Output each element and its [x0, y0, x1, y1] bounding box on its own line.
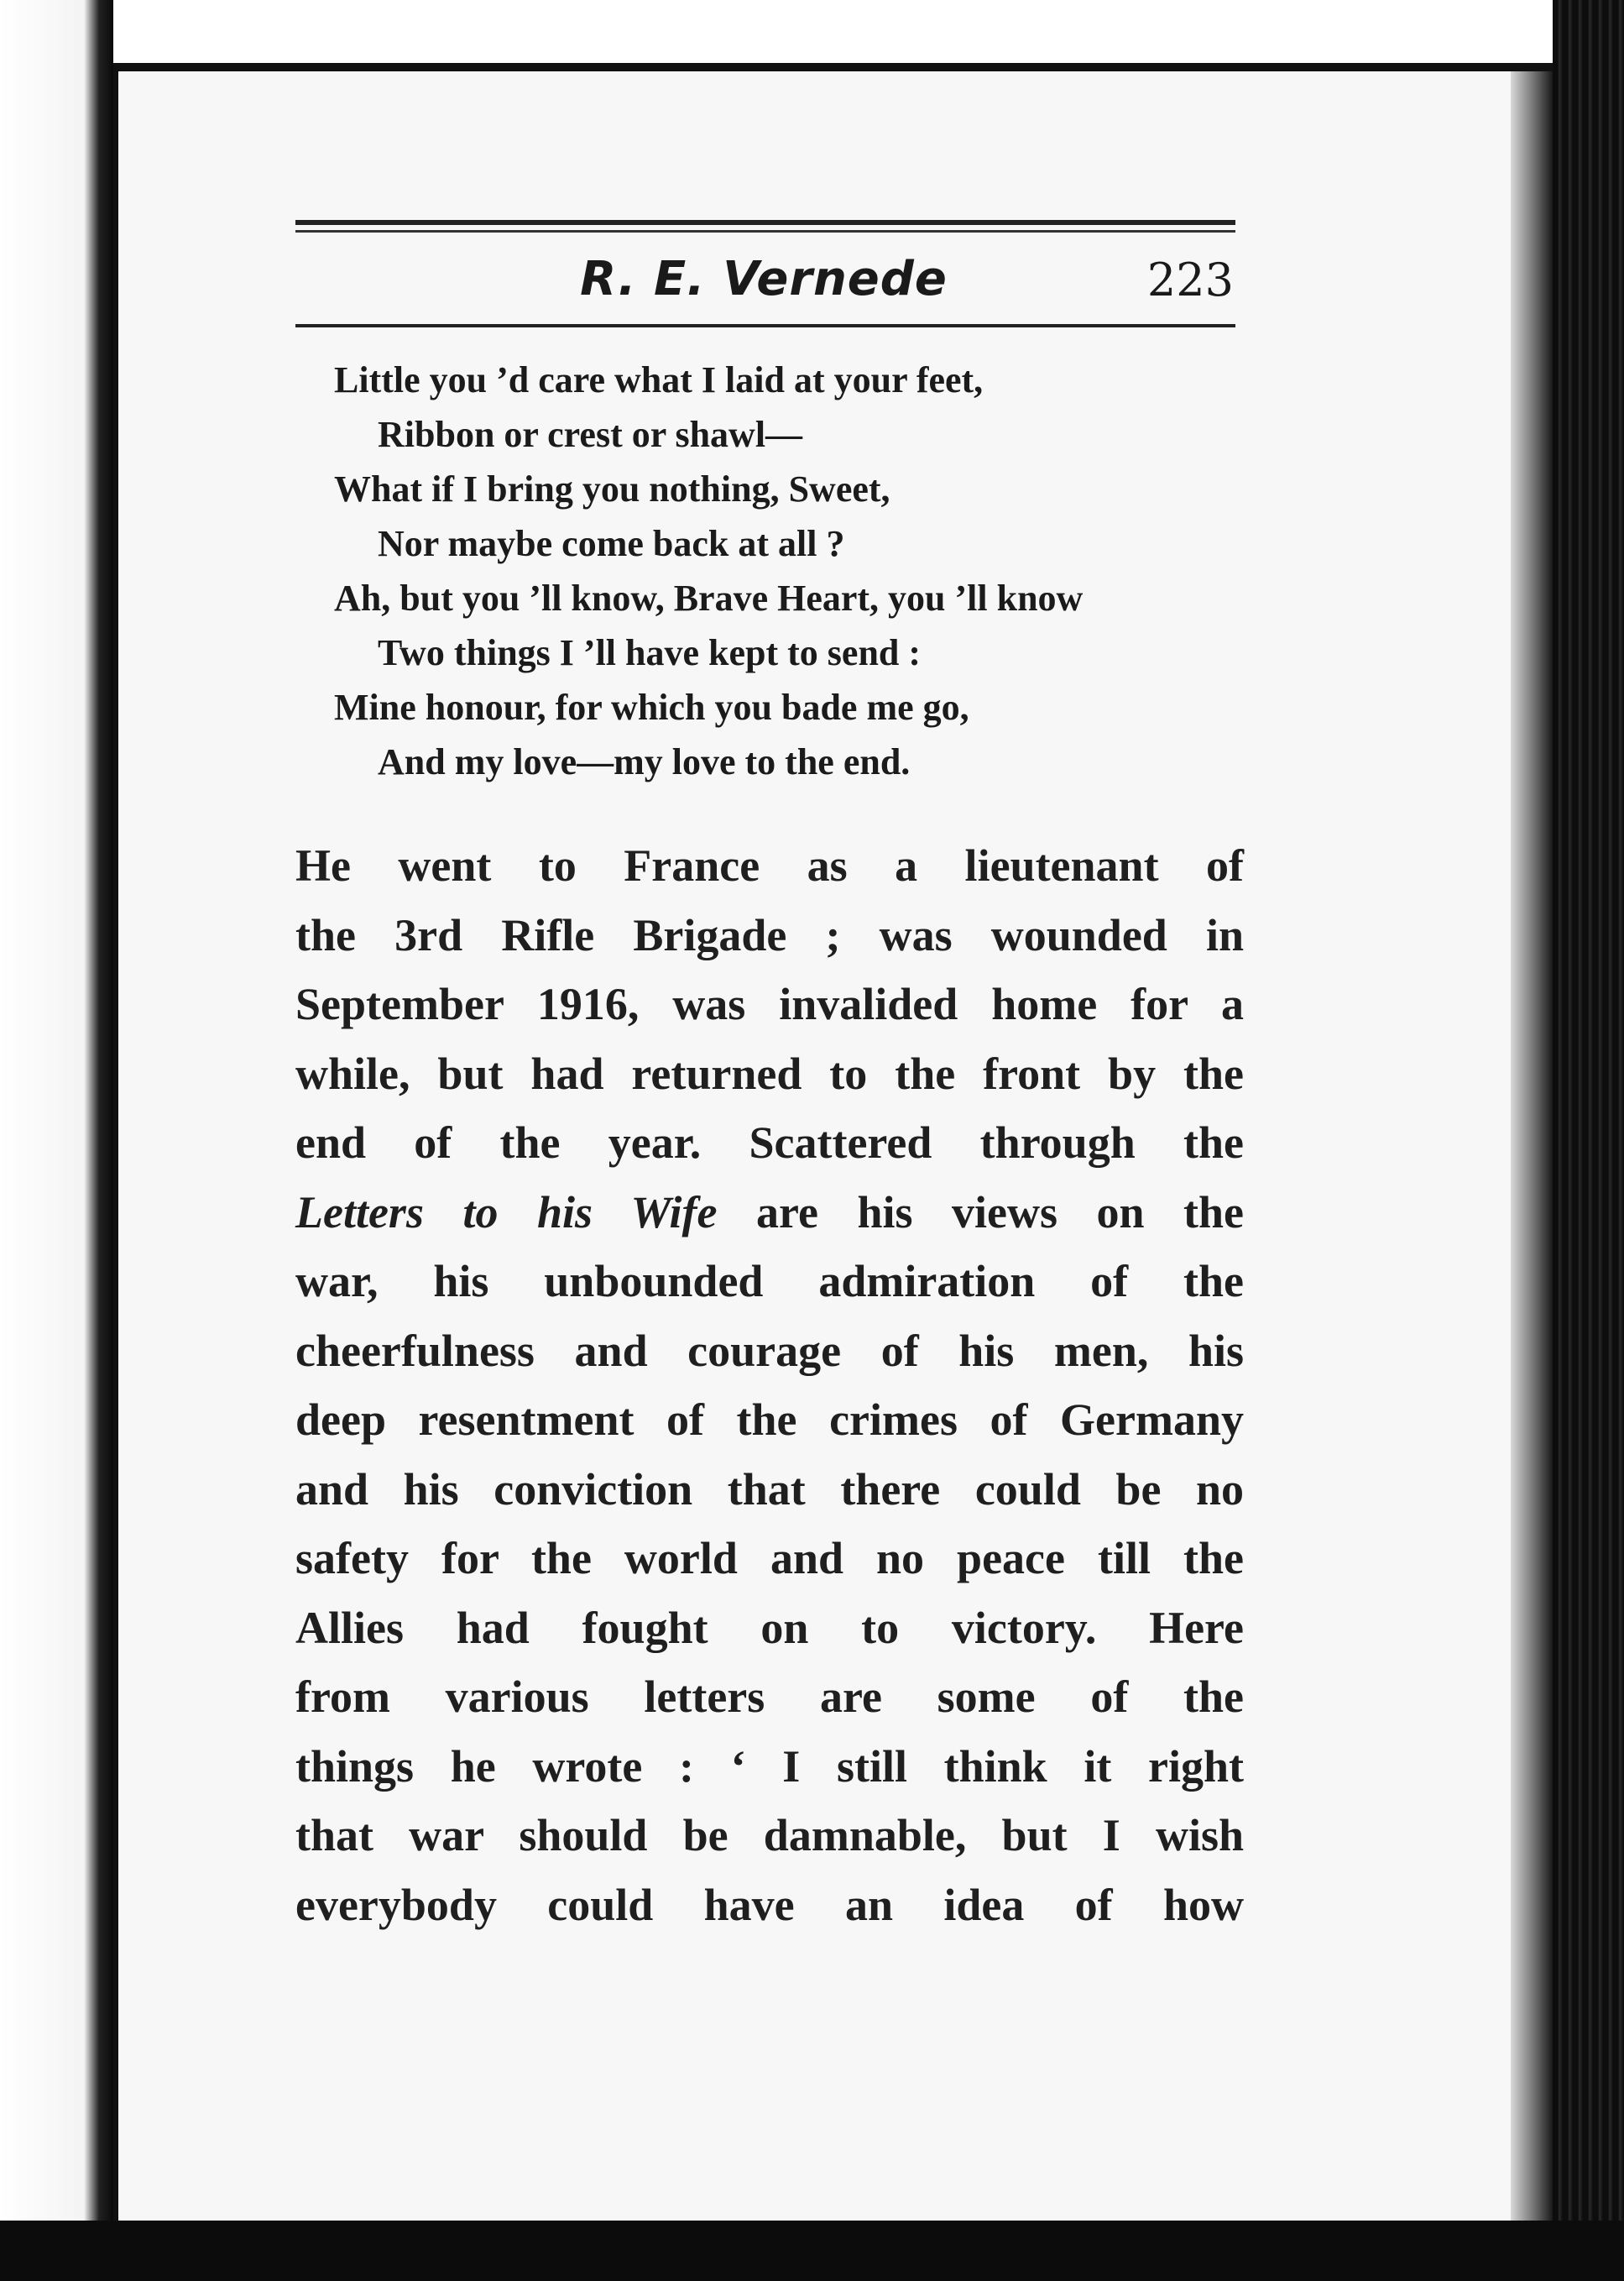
- prose-line: deep resentment of the crimes of Germany: [295, 1394, 1244, 1445]
- poem-block: [334, 353, 1240, 789]
- prose-line-rest: are his views on the: [717, 1186, 1244, 1237]
- poem-line: Nor maybe come back at all ?: [378, 523, 845, 564]
- poem-line: What if I bring you nothing, Sweet,: [334, 468, 890, 510]
- prose-line: September 1916, was invalided home for a: [295, 979, 1244, 1029]
- prose-line: things he wrote : ‘ I still think it right: [295, 1740, 1244, 1792]
- header-rule-thin: [295, 230, 1235, 233]
- running-title: R. E. Vernede: [580, 252, 948, 306]
- scan-left-margin: [0, 0, 113, 2281]
- prose-line: He went to France as a lieutenant of: [295, 840, 1244, 891]
- book-title-italic: Letters to his Wife: [295, 1186, 718, 1237]
- prose-line: end of the year. Scattered through the: [295, 1117, 1244, 1168]
- page-number: 223: [1146, 254, 1234, 306]
- page-gutter-shadow: [1511, 71, 1553, 2221]
- scan-bottom-edge: [0, 2221, 1624, 2281]
- prose-line: from various letters are some of the: [295, 1672, 1244, 1722]
- header-underline: [295, 324, 1235, 327]
- prose-line: everybody could have an idea of how: [295, 1879, 1244, 1930]
- prose-line: safety for the world and no peace till the: [295, 1533, 1244, 1583]
- prose-block: [295, 831, 1244, 1939]
- prose-line: the 3rd Rifle Brigade ; was wounded in: [295, 909, 1244, 960]
- prose-line: that war should be damnable, but I wish: [295, 1810, 1244, 1860]
- poem-line: Mine honour, for which you bade me go,: [334, 687, 969, 728]
- prose-line: Allies had fought on to victory. Here: [295, 1602, 1244, 1653]
- poem-line: Little you ’d care what I laid at your feet,: [334, 359, 984, 400]
- prose-line: and his conviction that there could be no: [295, 1463, 1244, 1515]
- prose-line: cheerfulness and courage of his men, his: [295, 1325, 1244, 1376]
- poem-line: Ribbon or crest or shawl—: [378, 414, 803, 455]
- scan-right-edge: [1553, 0, 1624, 2281]
- poem-line: Two things I ’ll have kept to send :: [378, 632, 922, 673]
- prose-line: war, his unbounded admiration of the: [295, 1256, 1244, 1306]
- poem-line: Ah, but you ’ll know, Brave Heart, you ’ll know: [334, 578, 1084, 619]
- header-rule-thick: [295, 220, 1235, 225]
- prose-line: while, but had returned to the front by the: [295, 1048, 1244, 1099]
- poem-line: And my love—my love to the end.: [378, 741, 911, 782]
- scan-top-margin: [0, 0, 1624, 63]
- prose-line: [295, 1178, 1244, 1248]
